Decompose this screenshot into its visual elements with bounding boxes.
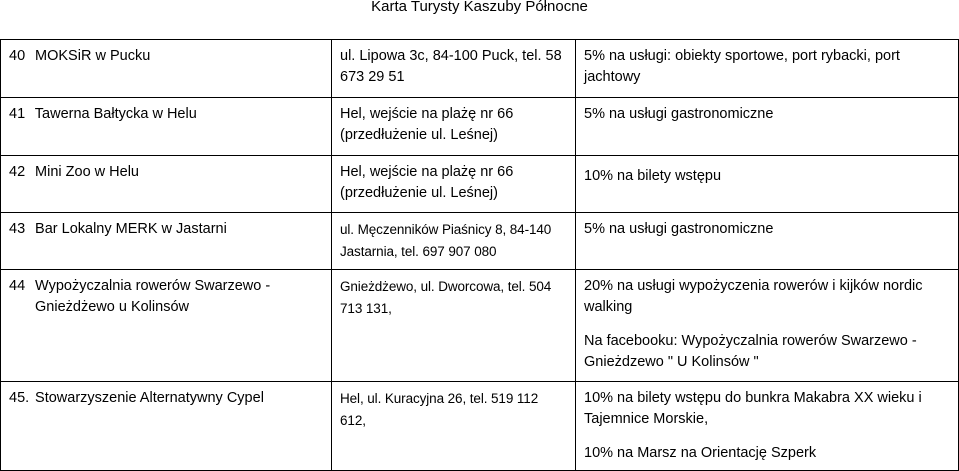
row-number: 44 bbox=[9, 278, 26, 294]
table-row bbox=[1, 213, 959, 270]
discount-cell bbox=[576, 270, 959, 382]
table-row bbox=[1, 98, 959, 156]
discount-text: 5% na usługi gastronomiczne bbox=[584, 106, 774, 122]
partner-name: Wypożyczalnia rowerów Swarzewo - Gnieżdżewo u Kolinsów bbox=[35, 278, 271, 315]
table-row bbox=[1, 40, 959, 98]
discount-text: 20% na usługi wypożyczenia rowerów i kijków nordic walking bbox=[584, 278, 923, 315]
page-title: Karta Turysty Kaszuby Północne bbox=[371, 0, 588, 15]
address-cell bbox=[332, 382, 576, 471]
discount-cell bbox=[576, 98, 959, 156]
partner-address: Hel, wejście na plażę nr 66 (przedłużenie ul. Leśnej) bbox=[340, 106, 514, 143]
partner-address: Gnieżdżewo, ul. Dworcowa, tel. 504 713 131, bbox=[340, 279, 552, 316]
partner-name: MOKSiR w Pucku bbox=[35, 48, 151, 64]
discount-cell bbox=[576, 213, 959, 270]
partner-address: ul. Męczenników Piaśnicy 8, 84-140 Jastarnia, tel. 697 907 080 bbox=[340, 222, 552, 259]
discount-text: 5% na usługi: obiekty sportowe, port rybacki, port jachtowy bbox=[584, 48, 900, 85]
address-cell bbox=[332, 213, 576, 270]
row-number: 41 bbox=[9, 106, 26, 122]
discount-text: 10% na bilety wstępu bbox=[584, 168, 722, 184]
row-number: 42 bbox=[9, 164, 26, 180]
address-cell bbox=[332, 98, 576, 156]
discount-note: Na facebooku: Wypożyczalnia rowerów Swarzewo - Gnieżdzewo " U Kolinsów " bbox=[584, 333, 917, 370]
partner-cell bbox=[1, 156, 332, 213]
partner-address: ul. Lipowa 3c, 84-100 Puck, tel. 58 673 29 51 bbox=[340, 48, 562, 85]
address-cell bbox=[332, 40, 576, 98]
table-row bbox=[1, 382, 959, 471]
discount-text: 10% na Marsz na Orientację Szperk bbox=[584, 445, 817, 461]
partner-address: Hel, wejście na plażę nr 66 (przedłużenie ul. Leśnej) bbox=[340, 164, 514, 201]
row-number: 45. bbox=[9, 390, 30, 406]
partner-name: Stowarzyszenie Alternatywny Cypel bbox=[35, 390, 264, 406]
partner-cell bbox=[1, 270, 332, 382]
row-number: 40 bbox=[9, 48, 26, 64]
address-cell bbox=[332, 156, 576, 213]
partners-table bbox=[0, 39, 959, 471]
table-row bbox=[1, 270, 959, 382]
address-cell bbox=[332, 270, 576, 382]
page-header bbox=[0, 0, 959, 26]
discount-text: 5% na usługi gastronomiczne bbox=[584, 221, 774, 237]
partner-cell bbox=[1, 40, 332, 98]
discount-cell bbox=[576, 156, 959, 213]
partner-name: Bar Lokalny MERK w Jastarni bbox=[35, 221, 227, 237]
partner-cell bbox=[1, 382, 332, 471]
discount-cell bbox=[576, 40, 959, 98]
partner-name: Tawerna Bałtycka w Helu bbox=[34, 106, 197, 122]
table-row bbox=[1, 156, 959, 213]
partner-name: Mini Zoo w Helu bbox=[35, 164, 139, 180]
discount-text: 10% na bilety wstępu do bunkra Makabra XX wieku i Tajemnice Morskie, bbox=[584, 390, 922, 427]
partner-cell bbox=[1, 98, 332, 156]
partner-cell bbox=[1, 213, 332, 270]
row-number: 43 bbox=[9, 221, 26, 237]
discount-cell bbox=[576, 382, 959, 471]
partner-address: Hel, ul. Kuracyjna 26, tel. 519 112 612, bbox=[340, 391, 539, 428]
